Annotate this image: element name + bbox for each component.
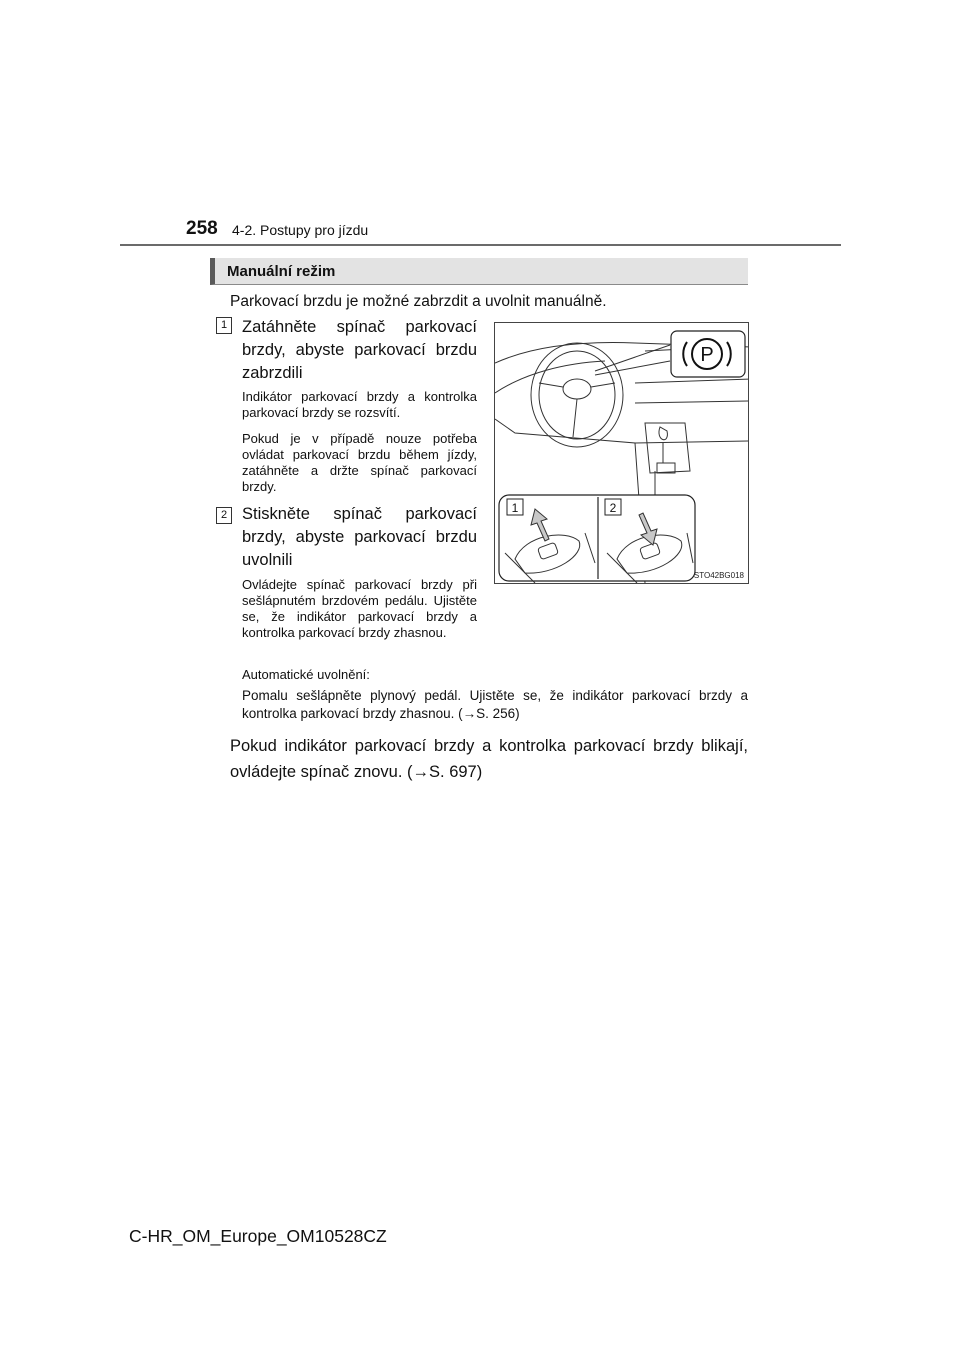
step-number-2: 2 [216, 507, 232, 524]
header-divider [120, 244, 841, 246]
step-2-note-1: Ovládejte spínač parkovací brzdy při sešlápnutém brzdovém pedálu. Ujistěte se, že indikátor parkovací brzdy a kontrolka parkovací brzdy zhasnou. [242, 577, 477, 640]
step-1-note-1: Indikátor parkovací brzdy a kontrolka parkovací brzdy se rozsvítí. [242, 389, 477, 420]
page-number: 258 [186, 218, 218, 239]
auto-release-note: Pomalu sešlápněte plynový pedál. Ujistěte se, že indikátor parkovací brzdy a kontrolka parkovací brzdy zhasnou. (→S. 256) [242, 688, 748, 721]
section-heading: Manuální režim [227, 263, 336, 280]
final-note: Pokud indikátor parkovací brzdy a kontrolka parkovací brzdy blikají, ovládejte spínač znovu. (→S. 697) [230, 737, 748, 781]
step-1-note-2: Pokud je v případě nouze potřeba ovládat parkovací brzdu během jízdy, zatáhněte a držte spínač parkovací brzdy. [242, 431, 477, 494]
dashboard-drawing [495, 323, 749, 584]
intro-text: Parkovací brzdu je možné zabrzdit a uvolnit manuálně. [230, 293, 607, 310]
step-number-1: 1 [216, 317, 232, 334]
document-code: C-HR_OM_Europe_OM10528CZ [129, 1226, 387, 1246]
chapter-title: 4-2. Postupy pro jízdu [232, 222, 369, 238]
step-2-text: Stiskněte spínač parkovací brzdy, abyste parkovací brzdu uvolnili [242, 505, 477, 569]
p-symbol: P [700, 344, 714, 366]
section-heading-bar [210, 258, 748, 285]
parking-brake-illustration [494, 322, 749, 584]
figure-code: STO42BG018 [693, 571, 744, 580]
callout-2: 2 [609, 501, 617, 515]
step-1-text: Zatáhněte spínač parkovací brzdy, abyste parkovací brzdu zabrzdili [242, 318, 477, 382]
callout-1: 1 [511, 501, 519, 515]
step-2-note-2: Automatické uvolnění: [242, 667, 370, 682]
